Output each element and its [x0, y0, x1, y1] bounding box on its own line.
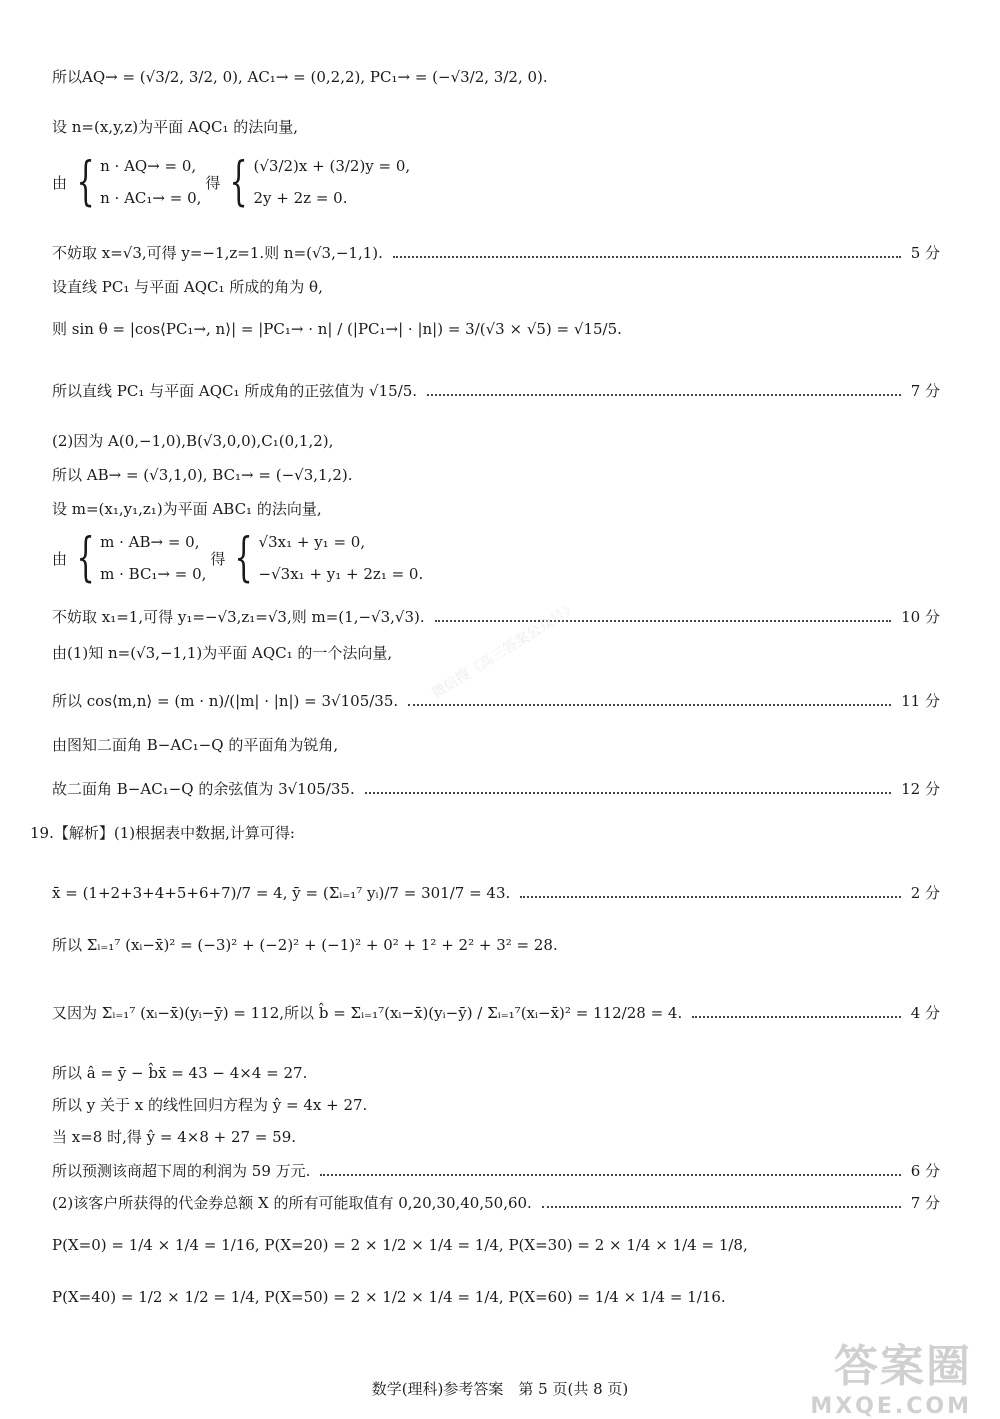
text: 不妨取 x=√3,可得 y=−1,z=1.则 n=(√3,−1,1).: [52, 244, 383, 262]
leader-dots: [692, 1016, 900, 1018]
page-footer: 数学(理科)参考答案 第 5 页(共 8 页): [371, 1380, 629, 1398]
condition: n · AC₁→ = 0,: [100, 189, 202, 207]
text: 所以AQ→ = (√3/2, 3/2, 0), AC₁→ = (0,2,2), PC₁→ = (−√3/2, 3/2, 0).: [52, 68, 548, 86]
text: 所以预测该商超下周的利润为 59 万元.: [52, 1162, 311, 1180]
equation: (√3/2)x + (3/2)y = 0,: [253, 157, 411, 175]
q19-line-prob-2: [52, 1288, 940, 1306]
score-label: 7 分: [910, 1194, 940, 1212]
q18-line-normal-m-def: [52, 498, 940, 519]
score-label: 5 分: [910, 244, 940, 262]
leader-dots: [408, 704, 891, 706]
equation: −√3x₁ + y₁ + 2z₁ = 0.: [258, 565, 424, 583]
equation-system: [71, 152, 202, 212]
text: 所以直线 PC₁ 与平面 AQC₁ 所成角的正弦值为 √15/5.: [52, 382, 418, 400]
equation: 2y + 2z = 0.: [253, 189, 348, 207]
text: 由图知二面角 B−AC₁−Q 的平面角为锐角,: [52, 736, 339, 754]
q19-line-sum-sq: [52, 934, 940, 955]
text: 设 n=(x,y,z)为平面 AQC₁ 的法向量,: [52, 118, 299, 136]
score-label: 2 分: [910, 884, 940, 902]
q19-line-values: [52, 1192, 940, 1213]
score-label: 4 分: [910, 1004, 940, 1022]
text: (2)因为 A(0,−1,0),B(√3,0,0),C₁(0,1,2),: [52, 432, 334, 450]
q18-system-1: [52, 152, 940, 212]
q18-line-sin: [52, 318, 940, 339]
text: 由: [52, 173, 68, 192]
text: P(X=0) = 1/4 × 1/4 = 1/16, P(X=20) = 2 × 1/2 × 1/4 = 1/4, P(X=30) = 2 × 1/4 × 1/4 = 1/8,: [52, 1236, 748, 1254]
condition: n · AQ→ = 0,: [100, 157, 197, 175]
q18-line-vectors: [52, 464, 940, 485]
watermark-logo: [810, 1330, 972, 1419]
q18-line-aq: [52, 66, 940, 87]
question-heading: 19.【解析】(1)根据表中数据,计算可得:: [30, 824, 295, 842]
score-label: 6 分: [910, 1162, 940, 1180]
leader-dots: [393, 256, 901, 258]
q18-line-angle-def: [52, 276, 940, 297]
text: 由: [52, 549, 68, 568]
leader-dots: [365, 792, 891, 794]
text: 则 sin θ = |cos⟨PC₁→, n⟩| = |PC₁→ · n| / (|PC₁→| · |n|) = 3/(√3 × √5) = √15/5.: [52, 320, 622, 338]
text: 得: [205, 173, 221, 192]
text: P(X=40) = 1/2 × 1/2 = 1/4, P(X=50) = 2 × 1/2 × 1/4 = 1/4, P(X=60) = 1/4 × 1/4 = 1/16.: [52, 1288, 726, 1306]
q18-line-normal-def: [52, 116, 940, 137]
leader-dots: [427, 394, 901, 396]
leader-dots: [542, 1206, 901, 1208]
score-label: 11 分: [901, 692, 940, 710]
text: 所以 AB→ = (√3,1,0), BC₁→ = (−√3,1,2).: [52, 466, 353, 484]
watermark-diagonal: 微信搜《高三答案公众号》: [429, 599, 581, 703]
q19-line-profit: [52, 1160, 940, 1181]
q18-line-choose-n: [52, 242, 940, 263]
score-label: 10 分: [901, 608, 940, 626]
score-label: 7 分: [910, 382, 940, 400]
text: 设直线 PC₁ 与平面 AQC₁ 所成的角为 θ,: [52, 278, 323, 296]
q19-line-a-hat: [52, 1062, 940, 1083]
system-conditions: [100, 157, 201, 207]
q18-line-cos: [52, 690, 940, 711]
leader-dots: [320, 1174, 900, 1176]
q19-heading: [30, 822, 940, 843]
text: 所以 Σᵢ₌₁⁷ (xᵢ−x̄)² = (−3)² + (−2)² + (−1)² + 0² + 1² + 2² + 3² = 28.: [52, 936, 558, 954]
q18-line-choose-m: [52, 606, 940, 627]
system-results: [259, 533, 424, 583]
text: 得: [210, 549, 226, 568]
equation: √3x₁ + y₁ = 0,: [258, 533, 366, 551]
q18-line-sin-result: [52, 380, 940, 401]
system-conditions: [100, 533, 206, 583]
text: (2)该客户所获得的代金券总额 X 的所有可能取值有 0,20,30,40,50,60.: [52, 1194, 532, 1212]
system-results: [254, 157, 411, 207]
q18-line-final: [52, 778, 940, 799]
text: 由(1)知 n=(√3,−1,1)为平面 AQC₁ 的一个法向量,: [52, 644, 393, 662]
watermark-url: MXQE.COM: [810, 1394, 972, 1419]
condition: m · AB→ = 0,: [100, 533, 200, 551]
text: 所以 cos⟨m,n⟩ = (m · n)/(|m| · |n|) = 3√105/35.: [52, 692, 399, 710]
text: x̄ = (1+2+3+4+5+6+7)/7 = 4, ȳ = (Σᵢ₌₁⁷ yᵢ)/7 = 301/7 = 43.: [52, 883, 511, 902]
q19-line-b-hat: [52, 1002, 940, 1023]
left-brace-icon: {: [76, 152, 95, 212]
equation-system: [224, 152, 411, 212]
q19-line-means: [52, 882, 940, 903]
equation-system: [71, 528, 207, 588]
text: 又因为 Σᵢ₌₁⁷ (xᵢ−x̄)(yᵢ−ȳ) = 112,所以 b̂ = Σᵢ₌₁⁷(xᵢ−x̄)(yᵢ−ȳ) / Σᵢ₌₁⁷(xᵢ−x̄)² = 112/28 = 4.: [52, 1004, 683, 1022]
leader-dots: [435, 620, 892, 622]
left-brace-icon: {: [76, 528, 95, 588]
q18-line-acute: [52, 734, 940, 755]
condition: m · BC₁→ = 0,: [100, 565, 207, 583]
q19-line-regression: [52, 1094, 940, 1115]
watermark-title: 答案圈: [834, 1341, 972, 1392]
q18-line-points: [52, 430, 940, 451]
text: 故二面角 B−AC₁−Q 的余弦值为 3√105/35.: [52, 780, 355, 798]
text: 所以 y 关于 x 的线性回归方程为 ŷ = 4x + 27.: [52, 1096, 368, 1114]
score-label: 12 分: [901, 780, 940, 798]
text: 不妨取 x₁=1,可得 y₁=−√3,z₁=√3,则 m=(1,−√3,√3).: [52, 608, 425, 626]
q19-line-predict: [52, 1126, 940, 1147]
text: 设 m=(x₁,y₁,z₁)为平面 ABC₁ 的法向量,: [52, 500, 322, 518]
equation-system: [229, 528, 424, 588]
text: 所以 â = ȳ − b̂x̄ = 43 − 4×4 = 27.: [52, 1064, 308, 1082]
text: 当 x=8 时,得 ŷ = 4×8 + 27 = 59.: [52, 1128, 297, 1146]
left-brace-icon: {: [234, 528, 254, 588]
q18-system-2: [52, 528, 940, 588]
left-brace-icon: {: [229, 152, 249, 212]
q19-line-prob-1: [52, 1236, 940, 1254]
leader-dots: [520, 896, 900, 898]
